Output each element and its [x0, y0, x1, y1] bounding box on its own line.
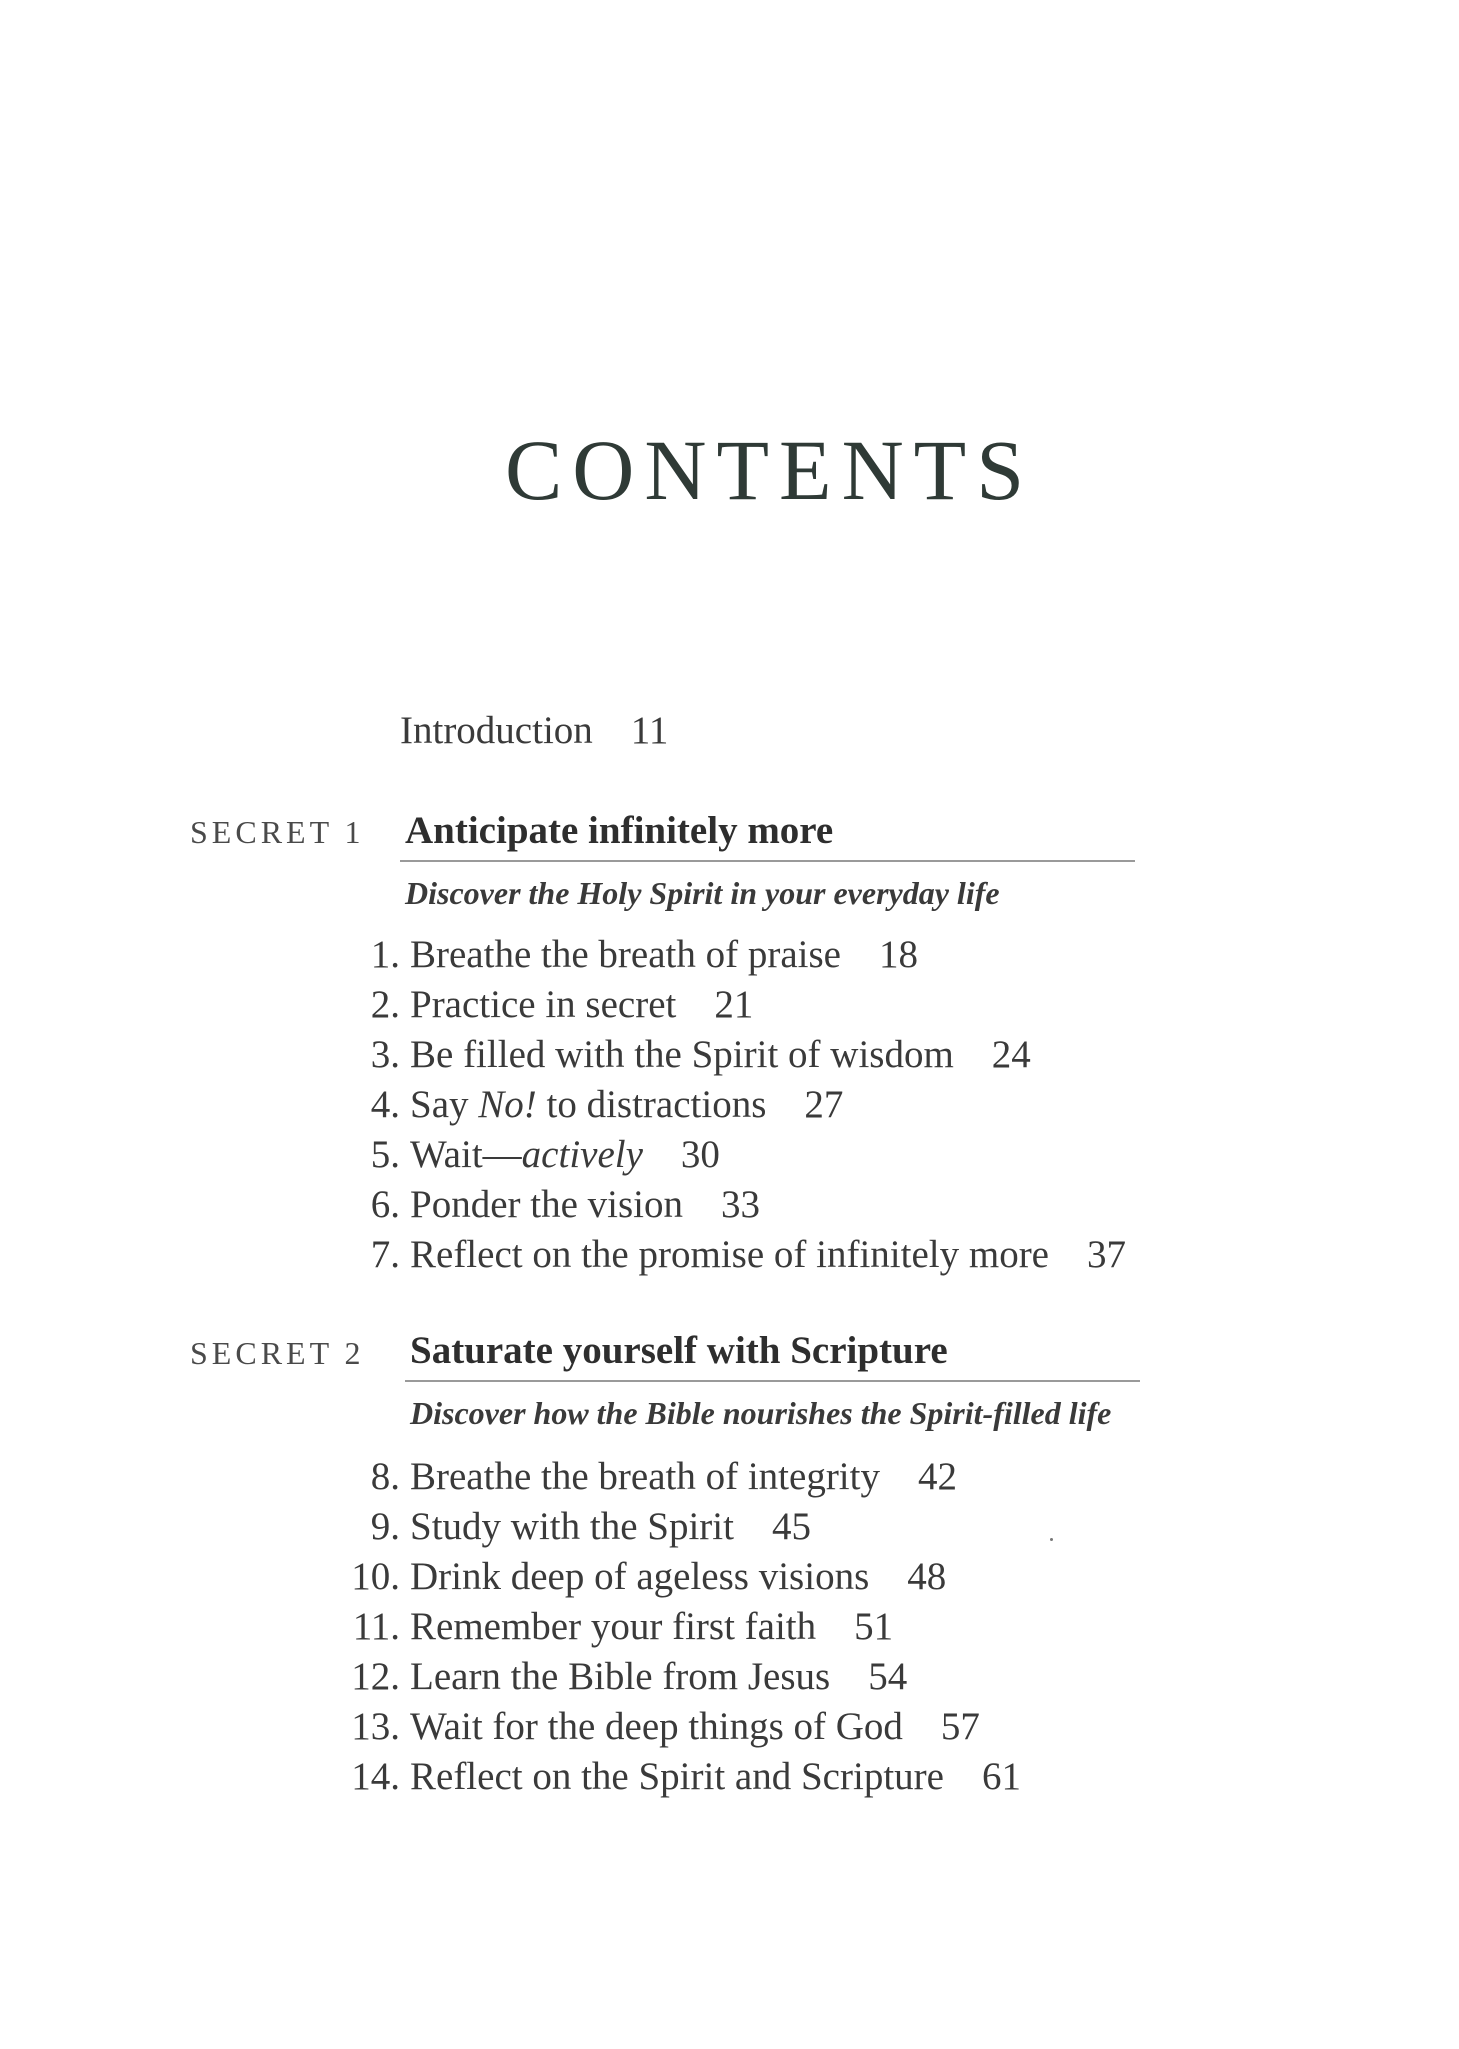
toc-item-title: Practice in secret	[410, 983, 677, 1026]
toc-item-title: Learn the Bible from Jesus	[410, 1655, 831, 1698]
toc-item-4[interactable]	[320, 1080, 843, 1130]
toc-item-number: 9.	[370, 1505, 400, 1548]
toc-item-page: 61	[981, 1755, 1021, 1798]
toc-item-title: Drink deep of ageless visions	[410, 1555, 870, 1598]
toc-item-number: 4.	[370, 1083, 400, 1126]
page-title: CONTENTS	[504, 422, 1035, 518]
toc-item-8[interactable]	[320, 1452, 957, 1502]
secret-2-label: SECRET 2	[190, 1335, 365, 1371]
toc-item-number: 2.	[370, 983, 400, 1026]
secret-1-label: SECRET 1	[190, 814, 365, 850]
toc-item-7[interactable]	[320, 1230, 1126, 1280]
toc-item-page: 30	[680, 1133, 720, 1176]
toc-item-title: Reflect on the Spirit and Scripture	[410, 1755, 944, 1798]
toc-item-page: 57	[940, 1705, 980, 1748]
toc-item-number: 13.	[351, 1705, 400, 1748]
toc-item-page: 48	[907, 1555, 947, 1598]
toc-item-page: 42	[917, 1455, 957, 1498]
secret-2-divider	[405, 1380, 1140, 1382]
toc-item-page: 18	[878, 933, 918, 976]
toc-item-number: 11.	[352, 1605, 400, 1648]
toc-item-title: Remember your first faith	[410, 1605, 817, 1648]
toc-item-9[interactable]	[320, 1502, 811, 1552]
toc-item-10[interactable]	[320, 1552, 946, 1602]
toc-item-number: 1.	[370, 933, 400, 976]
toc-item-12[interactable]	[320, 1652, 907, 1702]
toc-entry-label: Introduction	[400, 709, 593, 752]
toc-item-1[interactable]	[320, 930, 918, 980]
secret-1-subtitle: Discover the Holy Spirit in your everyday life	[405, 875, 1000, 911]
toc-item-page: 24	[991, 1033, 1031, 1076]
toc-item-page: 21	[714, 983, 754, 1026]
toc-item-title: Reflect on the promise of infinitely more	[410, 1233, 1049, 1276]
toc-item-3[interactable]	[320, 1030, 1031, 1080]
toc-item-page: 45	[771, 1505, 811, 1548]
toc-item-title-rest: to distractions	[536, 1083, 767, 1126]
toc-item-11[interactable]	[320, 1602, 893, 1652]
secret-1-title[interactable]: Anticipate infinitely more	[405, 809, 834, 852]
toc-item-title: Study with the Spirit	[410, 1505, 734, 1548]
toc-item-page: 37	[1087, 1233, 1126, 1276]
toc-item-title: Be filled with the Spirit of wisdom	[410, 1033, 954, 1076]
secret-1-divider	[400, 860, 1135, 862]
toc-item-title-italic: No!	[478, 1083, 537, 1126]
toc-item-5[interactable]	[320, 1130, 720, 1180]
toc-item-number: 14.	[351, 1755, 400, 1798]
toc-item-13[interactable]	[320, 1702, 980, 1752]
toc-item-page: 27	[804, 1083, 844, 1126]
toc-item-number: 5.	[370, 1133, 400, 1176]
toc-item-title: Wait for the deep things of God	[410, 1705, 903, 1748]
toc-item-page: 54	[868, 1655, 908, 1698]
toc-item-number: 8.	[370, 1455, 400, 1498]
toc-entry-page: 11	[630, 709, 669, 752]
toc-item-title: Ponder the vision	[410, 1183, 683, 1226]
toc-item-number: 3.	[370, 1033, 400, 1076]
toc-entry-introduction[interactable]	[400, 708, 668, 753]
toc-item-title: Breathe the breath of integrity	[410, 1455, 880, 1498]
toc-item-page: 33	[720, 1183, 760, 1226]
toc-item-title: Breathe the breath of praise	[410, 933, 841, 976]
toc-item-2[interactable]	[320, 980, 753, 1030]
toc-item-14[interactable]	[320, 1752, 1021, 1802]
toc-item-title: Say	[410, 1083, 479, 1126]
toc-item-page: 51	[854, 1605, 894, 1648]
toc-item-title-italic: actively	[521, 1133, 643, 1176]
toc-item-title: Wait—	[410, 1133, 522, 1176]
toc-item-number: 7.	[370, 1233, 400, 1276]
toc-item-6[interactable]	[320, 1180, 760, 1230]
scan-speck	[1050, 1538, 1053, 1541]
secret-2-subtitle: Discover how the Bible nourishes the Spirit-filled life	[410, 1395, 1112, 1431]
toc-item-number: 6.	[370, 1183, 400, 1226]
secret-2-title[interactable]: Saturate yourself with Scripture	[410, 1329, 948, 1372]
toc-item-number: 12.	[351, 1655, 400, 1698]
toc-item-number: 10.	[351, 1555, 400, 1598]
